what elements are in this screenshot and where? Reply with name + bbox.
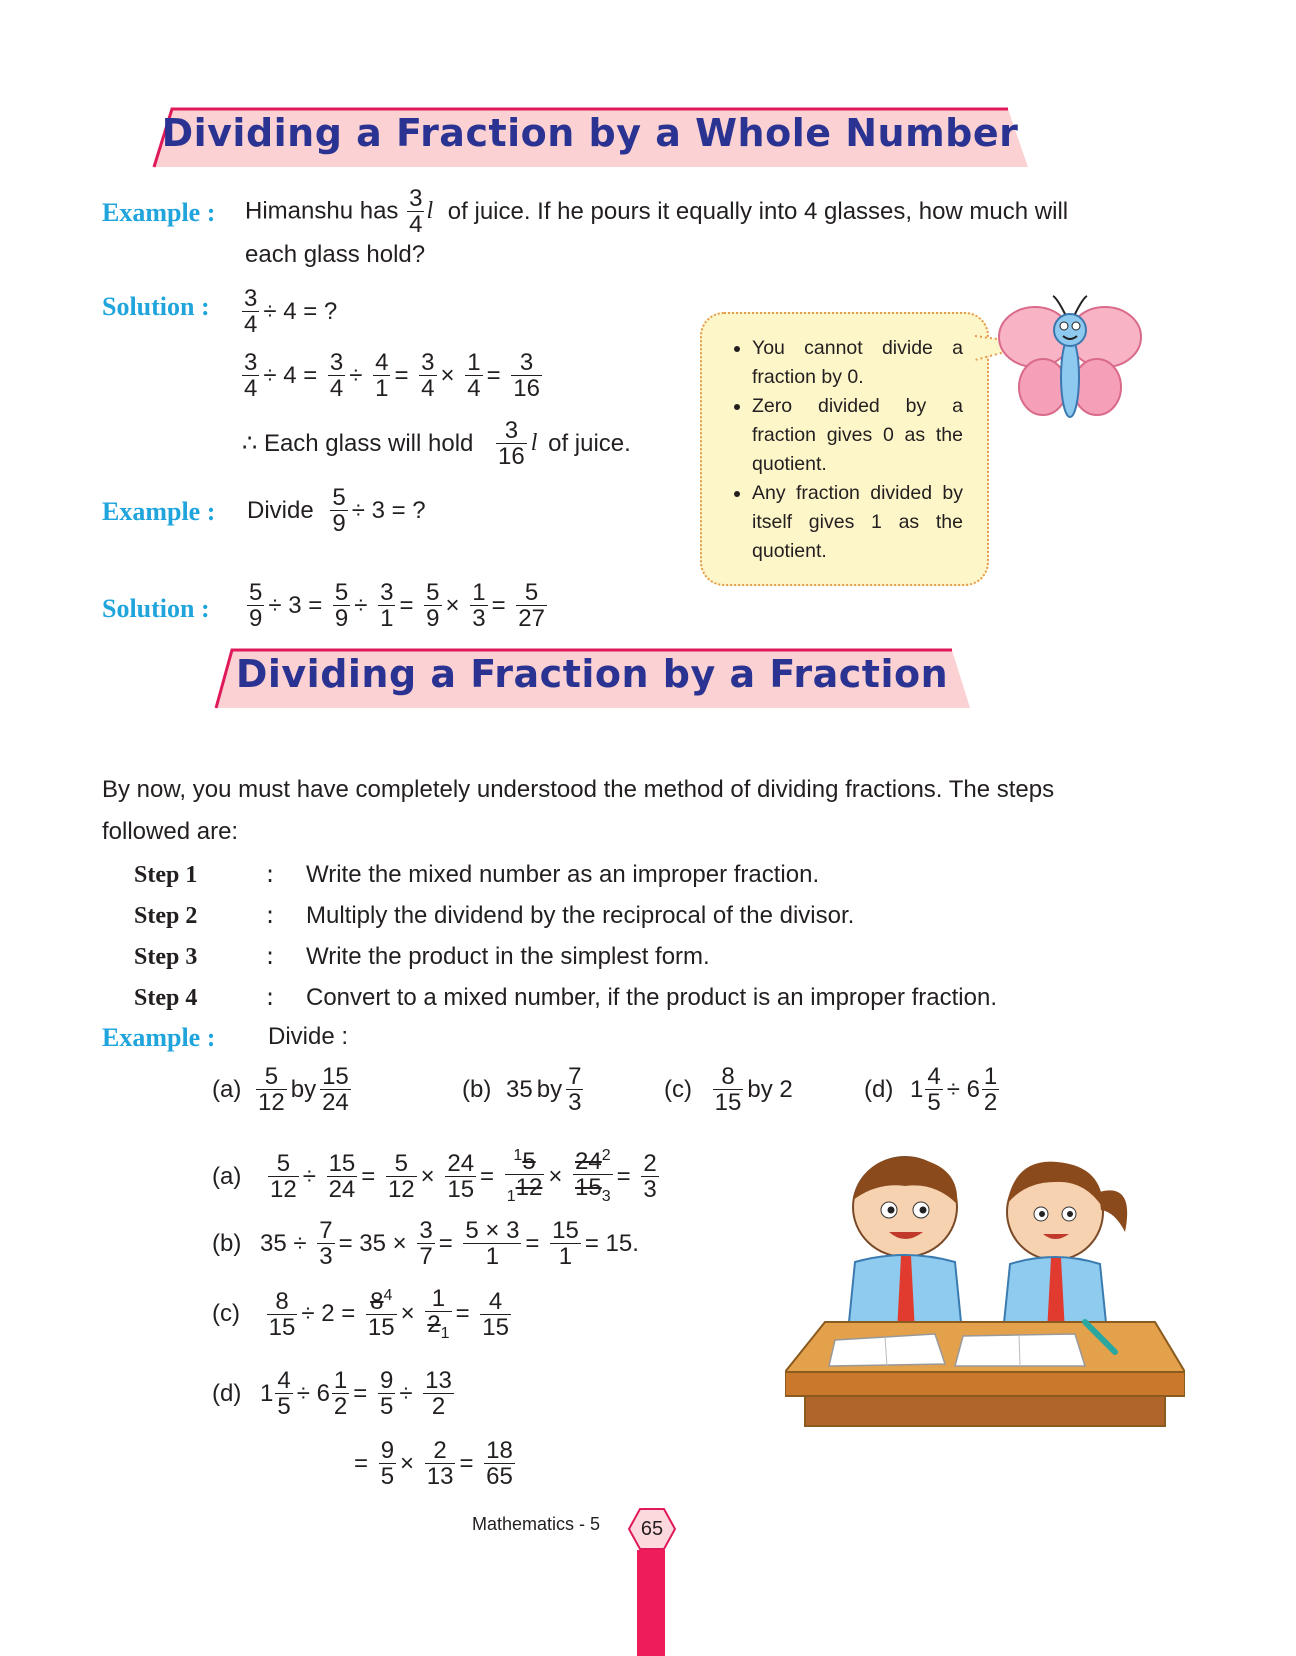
example-text-before: Himanshu has	[245, 197, 399, 225]
question-b: (b) 35 by $\frac{7}{3}$	[462, 1063, 582, 1117]
example-label: Example :	[102, 497, 216, 526]
step-label: Step 4	[134, 985, 198, 1011]
solution-label: Solution :	[102, 292, 210, 321]
intro-line-1: By now, you must have completely understood the method of dividing fractions. The steps	[102, 776, 1055, 803]
solution-label: Solution :	[102, 594, 210, 623]
note-item: • Zero divided by a fraction gives 0 as the quotient.	[752, 392, 963, 479]
question-c: (c) $\frac{8}{15}$ by 2	[664, 1063, 793, 1117]
answer-a: (a) $\frac{5}{12}$ ÷ $\frac{15}{24}$ = $\frac{5}{12}$ × $\frac{24}{15}$ = $\frac{^15}{_112}$ × $\frac{24^2}{15_3}$ = $\frac{2}{3}$	[212, 1147, 657, 1205]
step-row: Step 2 : Multiply the dividend by the reciprocal of the divisor.	[134, 901, 855, 929]
butterfly-illustration	[995, 292, 1145, 442]
section-banner-fraction	[212, 646, 972, 708]
intro-line-2: followed are:	[102, 818, 239, 845]
step-row: Step 4 : Convert to a mixed number, if the product is an improper fraction.	[134, 983, 997, 1011]
solution-conclusion: ∴ Each glass will hold $\frac{3}{16}$ l of juice.	[242, 417, 631, 471]
step-text: Write the mixed number as an improper fraction.	[306, 861, 820, 888]
example-text-line2: each glass hold?	[245, 241, 426, 268]
example-2-text: Divide $\frac{5}{9}$ ÷ 3 = ?	[247, 484, 426, 538]
step-text: Multiply the dividend by the reciprocal of the divisor.	[306, 902, 855, 929]
unit: l	[426, 198, 434, 225]
section-title: Dividing a Fraction by a Fraction	[235, 652, 949, 696]
note-box	[700, 312, 989, 586]
footer-page-bar	[637, 1550, 665, 1656]
example-3-text: Divide :	[268, 1023, 349, 1050]
answer-d-line1: (d) 1 $\frac{4}{5}$ ÷ 6 $\frac{1}{2}$ = $\frac{9}{5}$ ÷ $\frac{13}{2}$	[212, 1367, 452, 1421]
step-label: Step 2	[134, 903, 198, 929]
note-item: • You cannot divide a fraction by 0.	[752, 334, 963, 392]
example-text	[245, 186, 1068, 237]
fraction: $\frac{3}{4}$	[409, 185, 423, 239]
example-text-after: of juice. If he pours it equally into 4 glasses, how much will	[447, 197, 1069, 225]
step-row: Step 3 : Write the product in the simplest form.	[134, 942, 710, 970]
solution-2-line: $\frac{5}{9}$ ÷ 3 = $\frac{5}{9}$ ÷ $\frac{3}{1}$ = $\frac{5}{9}$ × $\frac{1}{3}$ = $\frac{5}{27}$	[249, 579, 545, 633]
answer-d-line2: = $\frac{9}{5}$ × $\frac{2}{13}$ = $\frac{18}{65}$	[354, 1437, 513, 1491]
step-row: Step 1 : Write the mixed number as an improper fraction.	[134, 860, 820, 888]
section-title: Dividing a Fraction by a Whole Number	[161, 111, 1019, 155]
step-label: Step 1	[134, 862, 198, 888]
step-label: Step 3	[134, 944, 198, 970]
question-d: (d) 1 $\frac{4}{5}$ ÷ 6 $\frac{1}{2}$	[864, 1063, 998, 1117]
example-label: Example :	[102, 198, 216, 227]
step-text: Convert to a mixed number, if the product is an improper fraction.	[306, 984, 997, 1011]
answer-b: (b) 35 ÷ $\frac{7}{3}$ = 35 × $\frac{3}{7}$ = $\frac{5 \times 3}{1}$ = $\frac{15}{1}$ = 15.	[212, 1217, 639, 1271]
section-banner-whole-number	[150, 105, 1030, 167]
footer-subject: Mathematics - 5	[472, 1514, 601, 1534]
example-label: Example :	[102, 1023, 216, 1052]
step-text: Write the product in the simplest form.	[306, 943, 710, 970]
question-a: (a) $\frac{5}{12}$ by $\frac{15}{24}$	[212, 1063, 349, 1117]
answer-c: (c) $\frac{8}{15}$ ÷ 2 = $\frac{8^4}{15}$ × $\frac{1}{2_1}$ = $\frac{4}{15}$	[212, 1285, 509, 1342]
children-studying-illustration	[785, 1152, 1185, 1432]
solution-line-1: $\frac{3}{4}$ ÷ 4 = ?	[244, 285, 338, 339]
page-number: 65	[640, 1518, 664, 1540]
solution-line-2: $\frac{3}{4}$ ÷ 4 = $\frac{3}{4}$ ÷ $\frac{4}{1}$ = $\frac{3}{4}$ × $\frac{1}{4}$ = $\frac{3}{16}$	[244, 349, 540, 403]
note-item: • Any fraction divided by itself gives 1 as the quotient.	[752, 479, 963, 566]
